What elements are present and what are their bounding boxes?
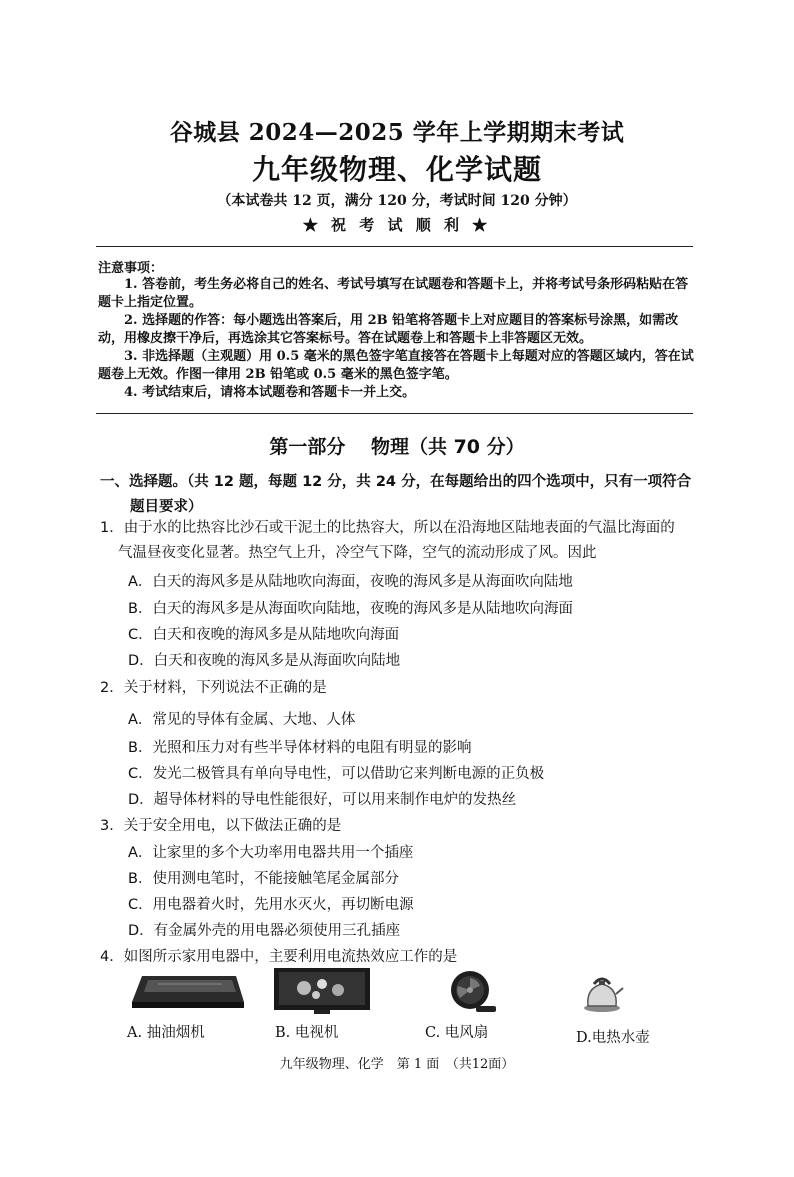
question-3-option-d: D．有金属外壳的用电器必须使用三孔插座 <box>128 923 401 939</box>
question-2-option-c: C．发光二极管具有单向导电性，可以借助它来判断电源的正负极 <box>128 766 545 782</box>
notice-item: 4. 考试结束后，请将本试题卷和答题卡一并上交。 <box>124 385 416 400</box>
image-option-a-label: A. 抽油烟机 <box>127 1025 205 1041</box>
question-1-stem <box>100 516 700 566</box>
divider-bottom <box>96 413 693 414</box>
question-2-option-a: A．常见的导体有金属、大地、人体 <box>128 712 356 728</box>
notice-heading: 注意事项： <box>98 261 164 276</box>
page-footer: 九年级物理、化学 第 1 面 （共12面） <box>279 1057 515 1072</box>
range-hood-icon <box>128 972 246 1012</box>
question-2-option-b: B．光照和压力对有些半导体材料的电阻有明显的影响 <box>128 740 472 756</box>
question-2-stem: 2．关于材料，下列说法不正确的是 <box>100 680 327 696</box>
question-3-option-c: C．用电器着火时，先用水灭火，再切断电源 <box>128 897 414 913</box>
image-option-b-label: B. 电视机 <box>275 1025 339 1041</box>
question-1-option-c: C．白天和夜晚的海风多是从陆地吹向海面 <box>128 627 400 643</box>
question-3-option-a: A．让家里的多个大功率用电器共用一个插座 <box>128 845 414 861</box>
question-3-stem: 3．关于安全用电，以下做法正确的是 <box>100 818 342 834</box>
notice-item: 3. 非选择题（主观题）用 0.5 毫米的黑色签字笔直接答在答题卡上每题对应的答题区域内，答在试题卷上无效。作图一律用 2B 铅笔或 0.5 毫米的黑色签字笔。 <box>98 349 694 382</box>
image-option-c-label: C. 电风扇 <box>425 1025 489 1041</box>
question-1-option-b: B．白天的海风多是从海面吹向陆地，夜晚的海风多是从陆地吹向海面 <box>128 601 573 617</box>
divider-top <box>96 246 693 247</box>
question-2-option-d: D．超导体材料的导电性能很好，可以用来制作电炉的发热丝 <box>128 792 517 808</box>
section-heading <box>100 470 700 520</box>
question-1-option-d: D．白天和夜晚的海风多是从海面吹向陆地 <box>128 653 401 669</box>
notice-item: 2. 选择题的作答：每小题选出答案后，用 2B 铅笔将答题卡上对应题目的答案标号涂黑，如需改动，用橡皮擦干净后，再选涂其它答案标号。答在试题卷上和答题卡上非答题区无效。 <box>98 313 679 346</box>
exam-info: （本试卷共 12 页，满分 120 分，考试时间 120 分钟） <box>217 193 577 209</box>
part-title: 第一部分 物理（共 70 分） <box>269 436 525 458</box>
question-3-option-b: B．使用测电笔时，不能接触笔尾金属部分 <box>128 871 399 887</box>
question-4-stem: 4．如图所示家用电器中，主要利用电流热效应工作的是 <box>100 949 458 965</box>
section-heading-line: 一、选择题。（共 12 题，每题 12 分，共 24 分，在每题给出的四个选项中，只有一项符合 <box>100 474 692 490</box>
question-1-option-a: A．白天的海风多是从陆地吹向海面，夜晚的海风多是从海面吹向陆地 <box>128 574 573 590</box>
good-luck-slogan: ★ 祝 考 试 顺 利 ★ <box>302 216 492 234</box>
electric-kettle-icon <box>580 972 624 1014</box>
television-icon <box>274 968 370 1014</box>
notice-item: 1. 答卷前，考生务必将自己的姓名、考试号填写在试题卷和答题卡上，并将考试号条形码粘贴在答题卡上指定位置。 <box>98 277 689 310</box>
exam-title: 谷城县 2024—2025 学年上学期期末考试 <box>169 119 625 146</box>
image-option-d-label: D.电热水壶 <box>576 1030 650 1046</box>
electric-fan-icon <box>446 970 498 1014</box>
question-stem-line: 气温昼夜变化显著。热空气上升，冷空气下降，空气的流动形成了风。因此 <box>118 545 597 561</box>
question-stem-line: 1．由于水的比热容比沙石或干泥土的比热容大，所以在沿海地区陆地表面的气温比海面的 <box>100 520 675 536</box>
section-heading-line: 题目要求） <box>130 499 203 515</box>
notice-list <box>98 276 694 402</box>
exam-subject-title: 九年级物理、化学试题 <box>251 153 542 186</box>
